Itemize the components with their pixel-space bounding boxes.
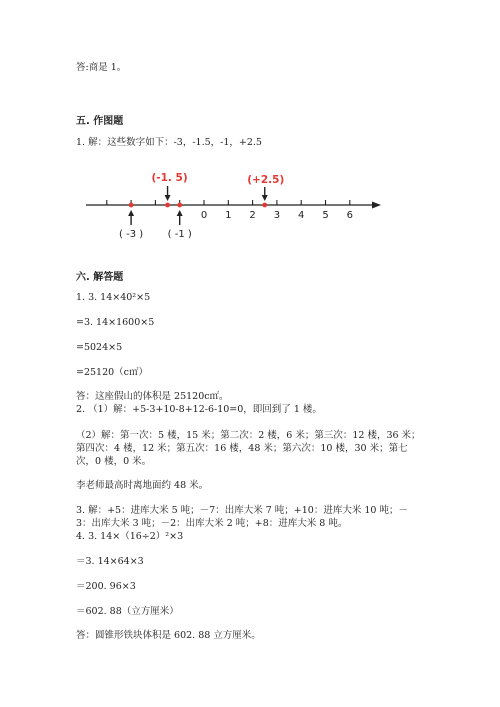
label-neg3: ( -3 ) — [119, 229, 144, 240]
solution-line-17: 答：圆锥形铁块体积是 602. 88 立方厘米。 — [76, 630, 261, 641]
solution-line-2: =3. 14×1600×5 — [76, 317, 155, 328]
section-5-title: 五. 作图题 — [76, 116, 124, 127]
number-line-figure — [0, 0, 500, 250]
arrow-neg1-head — [177, 210, 183, 216]
label-pos2-5: (+2.5) — [247, 174, 285, 186]
solution-line-5: 答：这座假山的体积是 25120c㎡。 — [76, 391, 229, 402]
solution-line-9: 次，0 楼，0 米。 — [76, 456, 152, 467]
section-6-title: 六. 解答题 — [76, 272, 124, 283]
solution-line-11: 3. 解：+5：进库大米 5 吨；－7：出库大米 7 吨；+10：进库大米 10 吨；－ — [76, 505, 408, 516]
arrow-neg3-head — [128, 210, 134, 216]
number-point — [177, 203, 182, 208]
tick-label: 0 — [200, 210, 208, 221]
solution-line-3: =5024×5 — [76, 342, 123, 353]
tick-label: 2 — [249, 210, 256, 221]
arrow-pos2-5-head — [262, 195, 268, 201]
solution-line-16: ＝602. 88（立方厘米） — [76, 606, 179, 617]
solution-line-10: 李老师最高时离地面约 48 米。 — [76, 480, 209, 491]
arrow-neg1-5-head — [165, 195, 171, 201]
solution-line-4: =25120（c㎡） — [76, 367, 149, 378]
solution-line-12: 3：出库大米 3 吨；－2：出库大米 2 吨；+8：进库大米 8 吨。 — [76, 518, 348, 529]
solution-line-15: ＝200. 96×3 — [76, 581, 136, 592]
tick-label: 3 — [273, 210, 281, 221]
tick-label: 5 — [322, 210, 329, 221]
solution-line-13: 4. 3. 14×（16÷2）²×3 — [76, 531, 184, 542]
axis-arrowhead — [372, 202, 381, 209]
tick-label: 1 — [225, 210, 232, 221]
solution-line-8: 第四次：4 楼，12 米；第五次：16 楼，48 米；第六次：10 楼，30 米；第七 — [76, 443, 408, 454]
number-point — [165, 203, 170, 208]
label-neg1-5: (-1. 5) — [151, 172, 188, 184]
solution-line-14: ＝3. 14×64×3 — [76, 556, 144, 567]
tick-label: 4 — [298, 210, 305, 221]
solution-line-7: （2）解：第一次：5 楼，15 米；第二次：2 楼，6 米；第三次：12 楼，36 米； — [76, 430, 421, 441]
previous-answer: 答:商是 1。 — [76, 62, 127, 73]
number-point — [262, 203, 267, 208]
question-1-answer: 1. 解：这些数字如下：-3，-1.5，-1，+2.5 — [76, 137, 262, 148]
tick-label: 6 — [346, 210, 353, 221]
solution-line-1: 1. 3. 14×40²×5 — [76, 292, 151, 303]
label-neg1: ( -1 ) — [167, 229, 192, 240]
number-point — [129, 203, 134, 208]
solution-line-6: 2. （1）解：+5-3+10-8+12-6-10=0，即回到了 1 楼。 — [76, 404, 322, 415]
